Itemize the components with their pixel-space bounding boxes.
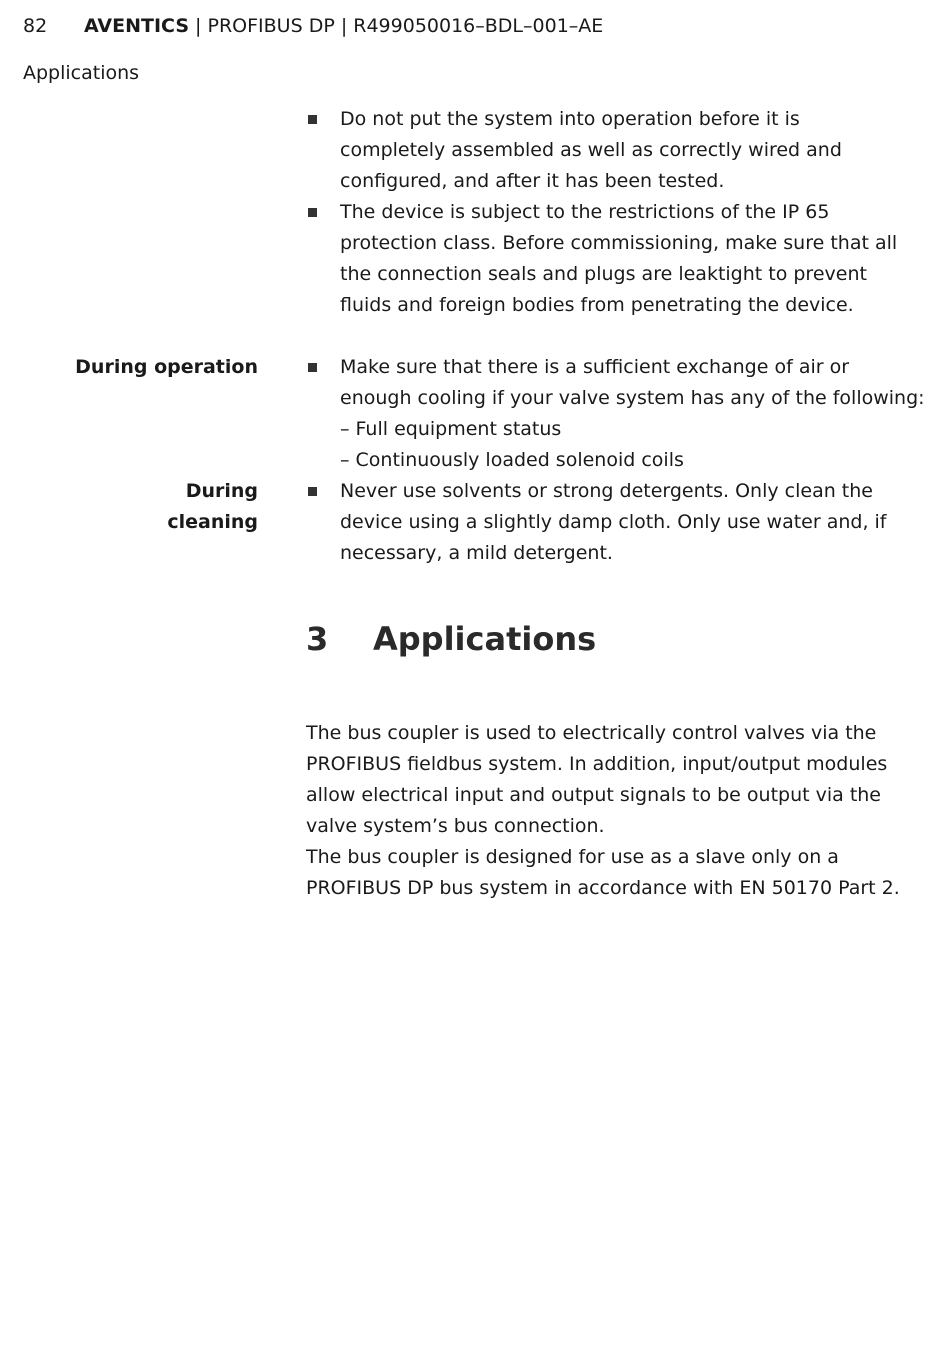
document-id: R499050016–BDL–001–AE	[353, 15, 604, 37]
header-separator: |	[189, 15, 208, 37]
paragraph: The bus coupler is used to electrically control valves via the PROFIBUS fieldbus system. In addition, input/output modules allow electrical input and output signals to be output via the valve system’s bus connection.	[306, 722, 888, 837]
header-separator: |	[334, 15, 354, 37]
operation-list	[306, 352, 925, 476]
side-heading-during-operation: During operation	[75, 356, 258, 378]
cleaning-list	[306, 476, 906, 569]
chapter-title: Applications	[373, 620, 597, 658]
product-name: PROFIBUS DP	[207, 15, 335, 37]
list-item: Make sure that there is a sufficient exchange of air or enough cooling if your valve system has any of the following: – Full equipment status – Continuously loaded solenoid coils	[306, 352, 906, 476]
bullet-square-icon	[308, 115, 317, 124]
commissioning-list	[306, 104, 906, 321]
brand-name: AVENTICS	[84, 15, 190, 37]
chapter-number: 3	[306, 620, 329, 658]
page-header	[23, 13, 603, 39]
paragraph: The bus coupler is designed for use as a slave only on a PROFIBUS DP bus system in accordance with EN 50170 Part 2.	[306, 846, 900, 899]
bullet-square-icon	[308, 208, 317, 217]
body-text	[306, 718, 906, 904]
running-title: Applications	[23, 62, 140, 84]
list-item: The device is subject to the restrictions of the IP 65 protection class. Before commissioning, make sure that all the connection seals and plugs are leaktight to prevent fluids and foreign bodies from penetrating the device.	[306, 197, 906, 321]
page-number: 82	[23, 15, 48, 37]
bullet-square-icon	[308, 363, 317, 372]
side-heading-during-cleaning: During cleaning	[167, 480, 258, 533]
chapter-heading	[306, 618, 596, 660]
bullet-square-icon	[308, 487, 317, 496]
list-item: Do not put the system into operation before it is completely assembled as well as correctly wired and configured, and after it has been tested.	[306, 104, 906, 197]
list-item: Never use solvents or strong detergents. Only clean the device using a slightly damp cloth. Only use water and, if necessary, a mild detergent.	[306, 476, 906, 569]
